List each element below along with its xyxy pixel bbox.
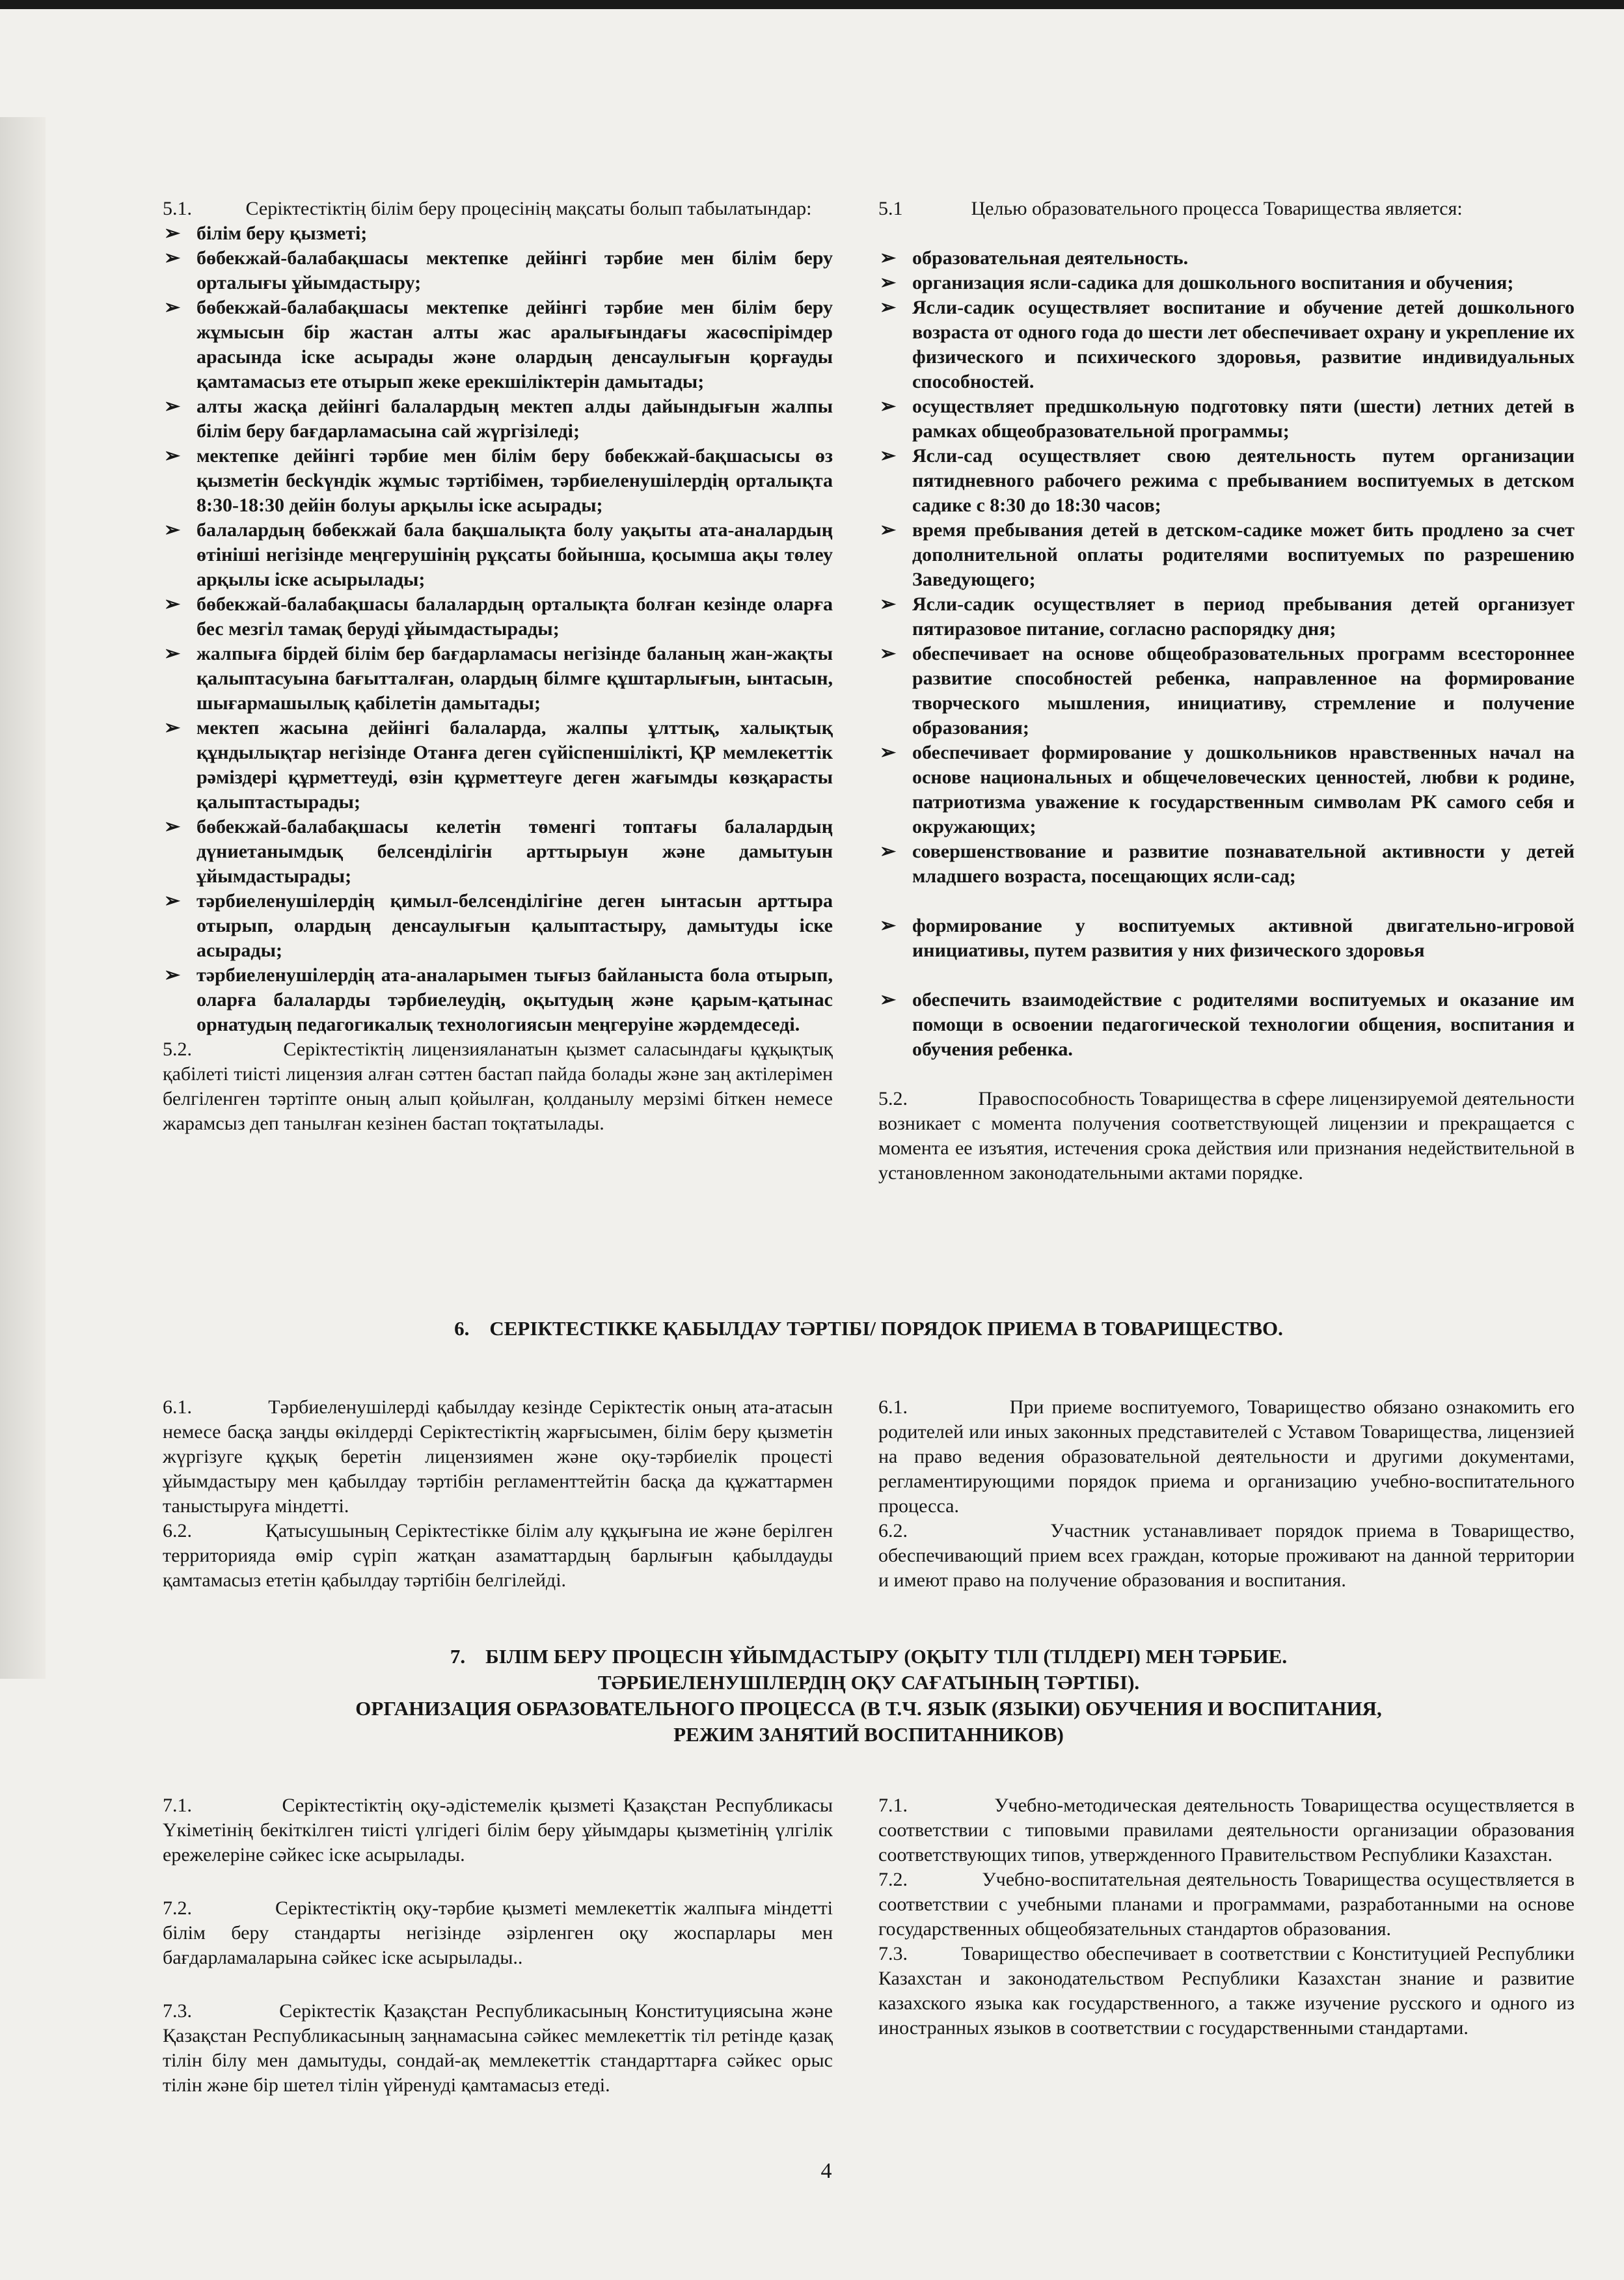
arrow-bullet-icon: ➢ bbox=[880, 519, 897, 541]
list-item: ➢ Ясли-садик осуществляет в период пребывания детей организует пятиразовое питание, согласно распорядку дня; bbox=[880, 593, 1575, 640]
list-item: ➢ тәрбиеленушілердің ата-аналарымен тығыз байланыста бола отырып, оларға балаларды тәрбиелеудің, оқытудың және қарым-қатынас орнатудың педагогикалық технологиясын меңгеруіне жәрдемдеседі. bbox=[164, 964, 833, 1035]
arrow-bullet-icon: ➢ bbox=[880, 643, 897, 664]
arrow-bullet-icon: ➢ bbox=[880, 915, 897, 936]
section7-3-paragraph-kz: 7.3. Серіктестік Қазақстан Республикасының Конституциясына және Қазақстан Республикасының заңнамасына сәйкес мемлекеттік тіл ретінде қазақ тілін білу мен дамытуды, сондай-ақ мемлекеттік стандарттарға сәйкес орыс тілін және бір шетел тілін үйренуді қамтамасыз етеді. bbox=[163, 2000, 833, 2096]
section7-heading-line: ТӘРБИЕЛЕНУШІЛЕРДІҢ ОҚУ САҒАТЫНЫҢ ТӘРТІБІ). bbox=[597, 1671, 1140, 1694]
section7-kazakh-column bbox=[163, 1793, 833, 2098]
arrow-bullet-icon: ➢ bbox=[164, 519, 181, 541]
section7-russian-column bbox=[878, 1793, 1575, 2041]
arrow-bullet-icon: ➢ bbox=[880, 272, 897, 293]
section5-kazakh-column bbox=[163, 197, 833, 1136]
arrow-bullet-icon: ➢ bbox=[880, 297, 897, 318]
list-item: ➢ осуществляет предшкольную подготовку пяти (шести) летних детей в рамках общеобразовательной программы; bbox=[880, 396, 1575, 442]
arrow-bullet-icon: ➢ bbox=[164, 223, 181, 244]
arrow-bullet-icon: ➢ bbox=[164, 247, 181, 269]
section7-1-paragraph-ru: 7.1. Учебно-методическая деятельность Товарищества осуществляется в соответствии с типовыми правилами деятельности организации образования соответствующих типов, утвержденного Правительством Республики Казахстан. bbox=[878, 1795, 1575, 1866]
section6-kazakh-column bbox=[163, 1395, 833, 1593]
arrow-bullet-icon: ➢ bbox=[880, 841, 897, 862]
list-item: ➢ бөбекжай-балабақшасы мектепке дейінгі тәрбие мен білім беру орталығы ұйымдастыру; bbox=[164, 247, 833, 293]
arrow-bullet-icon: ➢ bbox=[164, 717, 181, 739]
section7-heading bbox=[163, 1644, 1575, 1748]
arrow-bullet-icon: ➢ bbox=[880, 445, 897, 467]
section7-2-paragraph-ru: 7.2. Учебно-воспитательная деятельность Товарищества осуществляется в соответствии с учебными планами и программами, разработанными на основе государственных общеобязательных стандартов образования. bbox=[878, 1869, 1575, 1940]
section6-russian-column bbox=[878, 1395, 1575, 1593]
section7-heading-line: ОРГАНИЗАЦИЯ ОБРАЗОВАТЕЛЬНОГО ПРОЦЕССА (В Т.Ч. ЯЗЫК (ЯЗЫКИ) ОБУЧЕНИЯ И ВОСПИТАНИЯ, bbox=[355, 1697, 1382, 1720]
arrow-bullet-icon: ➢ bbox=[880, 247, 897, 269]
arrow-bullet-icon: ➢ bbox=[164, 396, 181, 417]
arrow-bullet-icon: ➢ bbox=[164, 890, 181, 912]
section5-1-intro-ru: 5.1 Целью образовательного процесса Товарищества является: bbox=[878, 198, 1463, 219]
arrow-bullet-icon: ➢ bbox=[164, 445, 181, 467]
section5-ru-goal-list bbox=[878, 246, 1575, 1062]
section5-kz-goal-list bbox=[163, 221, 833, 1037]
arrow-bullet-icon: ➢ bbox=[880, 396, 897, 417]
list-item: ➢ Ясли-садик осуществляет воспитание и обучение детей дошкольного возраста от одного года до шести лет обеспечивает охрану и укрепление их физического и психического здоровья, развитие индивидуальных способностей. bbox=[880, 297, 1575, 392]
section7-heading-line: 7. БІЛІМ БЕРУ ПРОЦЕСІН ҰЙЫМДАСТЫРУ (ОҚЫТУ ТІЛІ (ТІЛДЕРІ) МЕН ТӘРБИЕ. bbox=[450, 1645, 1288, 1668]
section5-2-paragraph-ru: 5.2. Правоспособность Товарищества в сфере лицензируемой деятельности возникает с момента получения соответствующей лицензии и прекращается с момента ее изъятия, истечения срока действия или признания недействительной в установленном законодательными актами порядке. bbox=[878, 1088, 1575, 1184]
list-item: ➢ бөбекжай-балабақшасы мектепке дейінгі тәрбие мен білім беру жұмысын бір жастан алты жас аралығындағы жасөспірімдер арасында іске асырады және олардың денсаулығын қорғауды қамтамасыз ете отырып жеке ерекшіліктерін дамытады; bbox=[164, 297, 833, 392]
arrow-bullet-icon: ➢ bbox=[164, 297, 181, 318]
list-item: ➢ білім беру қызметі; bbox=[163, 221, 833, 246]
section5-russian-column bbox=[878, 197, 1575, 1186]
page-top-edge bbox=[0, 0, 1624, 9]
section6-1-paragraph-ru: 6.1. При приеме воспитуемого, Товарищество обязано ознакомить его родителей или иных законных представителей с Уставом Товарищества, лицензией на право ведения образовательной деятельности и другими документами, регламентирующими порядок приема и организацию учебно-воспитательного процесса. bbox=[878, 1396, 1575, 1517]
list-item: ➢ организация ясли-садика для дошкольного воспитания и обучения; bbox=[878, 271, 1575, 295]
section7-1-paragraph-kz: 7.1. Серіктестіктің оқу-әдістемелік қызметі Қазақстан Республикасы Үкіметінің бекіткілген тиісті үлгідегі білім беру ұйымдары қызметінің үлгілік ережелеріне сәйкес іске асырылады. bbox=[163, 1795, 833, 1866]
list-item: ➢ обеспечивает на основе общеобразовательных программ всестороннее развитие способностей ребенка, направленное на формирование творческого мышления, инициативу, стремление и получение образования; bbox=[880, 643, 1575, 739]
arrow-bullet-icon: ➢ bbox=[164, 593, 181, 615]
list-item: ➢ обеспечивает формирование у дошкольников нравственных начал на основе национальных и общечеловеческих ценностей, любви к родине, патриотизма уважение к государственным символам РК самого себя и окружающих; bbox=[880, 742, 1575, 837]
arrow-bullet-icon: ➢ bbox=[880, 742, 897, 763]
list-item: ➢ совершенствование и развитие познавательной активности у детей младшего возраста, посещающих ясли-сад; bbox=[880, 841, 1575, 887]
section6-1-paragraph-kz: 6.1. Тәрбиеленушілерді қабылдау кезінде Серіктестік оның ата-атасын немесе басқа заңды өкілдерді Серіктестіктің жарғысымен, білім беру қызметін жүргізуге құқық беретін лицензиямен және оқу-тәрбиелік процесті ұйымдастыру мен қабылдау тәртібін регламенттейтін басқа да құжаттармен таныстыруға міндетті. bbox=[163, 1396, 833, 1517]
section6-2-paragraph-ru: 6.2. Участник устанавливает порядок приема в Товарищество, обеспечивающий прием всех граждан, которые проживают на данной территории и имеют право на получение образования и воспитания. bbox=[878, 1520, 1575, 1591]
list-item: ➢ алты жасқа дейінгі балалардың мектеп алды дайындығын жалпы білім беру бағдарламасына сай жүргізіледі; bbox=[164, 396, 833, 442]
list-item: ➢ тәрбиеленушілердің қимыл-белсенділігіне деген ынтасын арттыра отырып, олардың денсаулығын қалыптастыру, дамытуды іске асырады; bbox=[164, 890, 833, 961]
list-item: ➢ Ясли-сад осуществляет свою деятельность путем организации пятидневного рабочего режима с пребыванием воспитуемых в детском садике с 8:30 до 18:30 часов; bbox=[880, 445, 1575, 516]
list-item: ➢ бөбекжай-балабақшасы келетін төменгі топтағы балалардың дүниетанымдық белсенділігін арттырыун және дамытуын ұйымдастырады; bbox=[164, 816, 833, 887]
list-item: ➢ жалпыға бірдей білім бер бағдарламасы негізінде баланың жан-жақты қалыптасуына бағытталған, олардың білмге құштарлығын, ынтасын, шығармашылық қабілетін дамытады; bbox=[164, 643, 833, 714]
section7-2-paragraph-kz: 7.2. Серіктестіктің оқу-тәрбие қызметі мемлекеттік жалпыға міндетті білім беру стандарты негізінде әзірленген оқу жоспарлары мен бағдарламаларына сәйкес іске асырылады.. bbox=[163, 1897, 833, 1968]
section5-2-paragraph-kz: 5.2. Серіктестіктің лицензияланатын қызмет саласындағы құқықтық қабілеті тиісті лицензия алған сәттен бастап пайда болады және заң актілерімен белгіленген тәртіпте оның алып қойылған, қолданылу мерзімі біткен немесе жарамсыз деп танылған кезінен бастап тоқтатылады. bbox=[163, 1038, 833, 1134]
section5-1-intro-kz: 5.1. Серіктестіктің білім беру процесінің мақсаты болып табылатындар: bbox=[163, 198, 812, 219]
list-item: ➢ мектеп жасына дейінгі балаларда, жалпы ұлттық, халықтық құндылықтар негізінде Отанға деген сүйіспеншілікті, ҚР мемлекеттік рәміздері құрметтеуді, өзін құрметтеуге деген жағымды көзқарасты қалыптастырады; bbox=[164, 717, 833, 813]
section7-3-paragraph-ru: 7.3. Товарищество обеспечивает в соответствии с Конституцией Республики Казахстан и законодательством Республики Казахстан знание и развитие казахского языка как государственного, а также изучение русского и одного из иностранных языков в соответствии с государственными стандартами. bbox=[878, 1943, 1575, 2039]
list-item: ➢ балалардың бөбекжай бала бақшалықта болу уақыты ата-аналардың өтініші негізінде меңгерушінің рұқсаты бойынша, қосымша ақы төлеу арқылы іске асырылады; bbox=[164, 519, 833, 590]
page-number: 4 bbox=[820, 2159, 832, 2183]
page-left-margin-shadow bbox=[0, 117, 46, 1679]
list-item: ➢ формирование у воспитуемых активной двигательно-игровой инициативы, путем развития у них физического здоровья bbox=[880, 915, 1575, 961]
list-item: ➢ образовательная деятельность. bbox=[878, 246, 1575, 271]
list-item: ➢ обеспечить взаимодействие с родителями воспитуемых и оказание им помощи в освоении педагогической технологии общения, воспитания и обучения ребенка. bbox=[880, 989, 1575, 1060]
arrow-bullet-icon: ➢ bbox=[880, 593, 897, 615]
arrow-bullet-icon: ➢ bbox=[880, 989, 897, 1011]
section6-2-paragraph-kz: 6.2. Қатысушының Серіктестікке білім алу құқығына ие және берілген территорияда өмір сүріп жатқан азаматтардың барлығын қабылдауды қамтамасыз ететін қабылдау тәртібін белгілейді. bbox=[163, 1520, 833, 1591]
arrow-bullet-icon: ➢ bbox=[164, 643, 181, 664]
arrow-bullet-icon: ➢ bbox=[164, 816, 181, 837]
section7-heading-line: РЕЖИМ ЗАНЯТИЙ ВОСПИТАННИКОВ) bbox=[673, 1723, 1064, 1746]
list-item: ➢ мектепке дейінгі тәрбие мен білім беру бөбекжай-бақшасысы өз қызметін бесkүндік жұмыс тәртібімен, тәрбиеленушілердің орталықта 8:30-18:30 дейін болуы арқылы іске асырады; bbox=[164, 445, 833, 516]
arrow-bullet-icon: ➢ bbox=[164, 964, 181, 986]
list-item: ➢ бөбекжай-балабақшасы балалардың орталықта болған кезінде оларға бес мезгіл тамақ беруді ұйымдастырады; bbox=[164, 593, 833, 640]
section6-heading: 6. СЕРІКТЕСТІККЕ ҚАБЫЛДАУ ТӘРТІБІ/ ПОРЯДОК ПРИЕМА В ТОВАРИЩЕСТВО. bbox=[454, 1317, 1283, 1340]
list-item: ➢ время пребывания детей в детском-садике может бить продлено за счет дополнительной оплаты родителями воспитуемых по разрешению Заведующего; bbox=[880, 519, 1575, 590]
